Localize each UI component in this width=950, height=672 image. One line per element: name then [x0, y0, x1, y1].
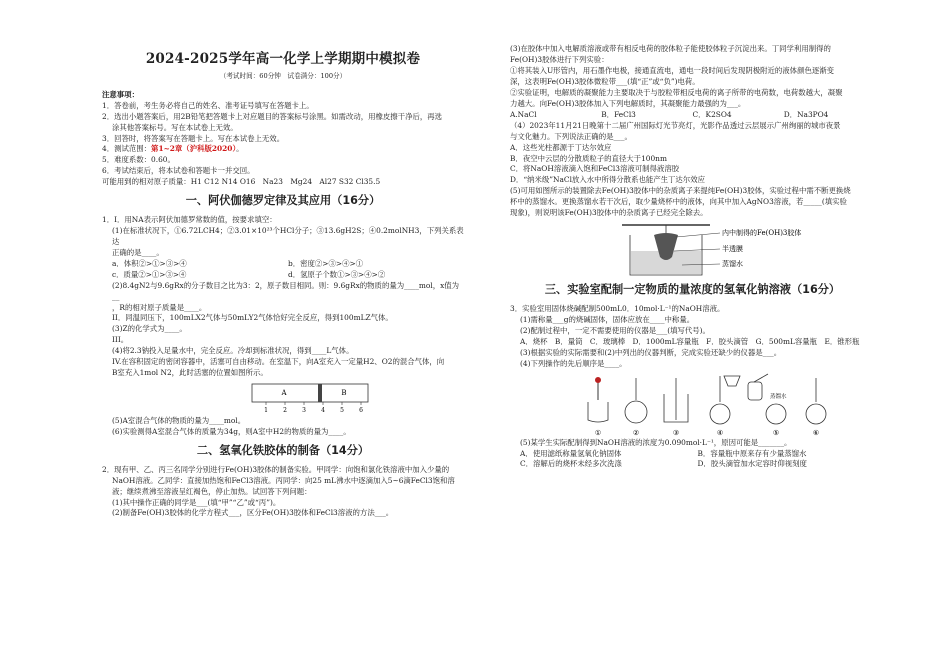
q3-option-b: B．FeCl3 — [601, 109, 636, 119]
q1-option-a: a．体积②>①>③>④ — [112, 258, 187, 268]
q1-line: (1)在标准状况下，①6.72LCH4；②3.01×10²³个HCl分子；③13.6gH2S；④0.2molNH3，下列关系表达 — [112, 225, 464, 246]
q2-cont-line: (5)可用如图所示的装置除去Fe(OH)3胶体中的杂质离子来提纯Fe(OH)3胶体，实验过程中需不断更换烧 — [510, 186, 851, 196]
flask-step-4 — [710, 404, 730, 424]
room-a-label: A — [281, 389, 287, 398]
q1-option-c: c．质量②>①>③>④ — [112, 269, 187, 279]
q1-line: B室充入1mol N2，此时活塞的位置如图所示。 — [112, 368, 268, 378]
tick-label: 5 — [340, 407, 344, 415]
q1-line: (3)Z的化学式为____。 — [112, 324, 187, 334]
q2-cont-line: ②实验证明，电解质的凝聚能力主要取决于与胶粒带相反电荷的离子所带的电荷数，电荷数越大，凝聚 — [510, 87, 843, 97]
section-3-heading: 三、实验室配制一定物质的量浓度的氢氧化钠溶液（16分） — [544, 283, 841, 297]
section-1-heading: 一、阿伏伽德罗定律及其应用（16分） — [185, 194, 381, 208]
section-2-heading: 二、氢氧化铁胶体的制备（14分） — [196, 444, 370, 458]
q2-cont-line: ①将其装入U形管内，用石墨作电极，接通直流电，通电一段时间后发现阴极附近的液体颜色逐渐变 — [510, 65, 835, 75]
q1-line: 1．I．用NA表示阿伏加德罗常数的值，按要求填空： — [102, 214, 277, 224]
q1-line: ，R的相对原子质量是____。 — [112, 302, 207, 312]
step-label: ④ — [716, 428, 724, 437]
piston — [318, 384, 322, 402]
flask-step-6 — [806, 404, 826, 424]
q2-cont-line: (3)在胶体中加入电解质溶液或带有相反电荷的胶体粒子能使胶体粒子沉淀出来。丁同学利用制得的 — [510, 44, 831, 53]
q1-options-row — [102, 259, 464, 270]
q2-cont-line: 力越大。向Fe(OH)3胶体加入下列电解质时，其凝聚能力最强的为___。 — [510, 98, 746, 108]
wash-bottle — [748, 382, 762, 400]
tick-group — [264, 402, 363, 414]
flask-step-1 — [588, 402, 608, 422]
membrane-label: 半透膜 — [722, 245, 743, 254]
wash-label: 蒸馏水 — [770, 393, 787, 400]
q1-line: (4)将2.3钠投入足量水中，完全反应。冷却到标准状况，得到____L气体。 — [112, 346, 354, 356]
leader-line — [674, 249, 720, 251]
q3-options-row — [510, 449, 875, 460]
q3-option-d: D．胶头滴管加水定容时仰视刻度 — [697, 459, 807, 469]
beaker-pour — [724, 376, 740, 386]
q3-line: (5)某学生实际配制得到NaOH溶液的浓度为0.090mol·L⁻¹，原因可能是_______。 — [520, 437, 792, 447]
note-line: 2．选出小题答案后，用2B铅笔把答题卡上对应题目的答案标号涂黑。如需改动，用橡皮擦干净后，再选 — [102, 111, 443, 121]
atomic-masses: 可能用到的相对原子质量：H1 C12 N14 O16 Na23 Mg24 Al27 S32 Cl35.5 — [102, 177, 381, 187]
room-b-label: B — [341, 389, 347, 398]
dialysis-diagram — [610, 221, 830, 277]
step-label: ① — [594, 428, 602, 437]
q3-option-c: C．溶解后的烧杯未经多次洗涤 — [520, 459, 622, 469]
procedure-diagram — [584, 372, 834, 438]
note-line: 3．回答时，将答案写在答题卡上。写在本试卷上无效。 — [102, 133, 285, 143]
note-range-value: 第1~2章（沪科版2020） — [151, 144, 237, 154]
page-title: 2024-2025学年高一化学上学期期中模拟卷 — [145, 51, 421, 67]
q2-line: (1)其中操作正确的同学是___(填“甲”“乙”或“丙”)。 — [112, 497, 281, 507]
q3-option-b: B．容量瓶中原来存有少量蒸馏水 — [697, 448, 807, 458]
q2-cont-line: Fe(OH)3胶体进行下列实验： — [510, 54, 609, 64]
note-range-prefix: 4．测试范围： — [102, 144, 152, 154]
q3-option-a: A.NaCl — [510, 109, 537, 119]
q3-line: (4)下列操作的先后顺序是____。 — [520, 358, 627, 368]
tick-label: 1 — [264, 407, 268, 415]
q1-options-row — [102, 270, 464, 281]
q3-line: (1)需称量___g的烧碱固体，固体应放在____中称量。 — [520, 314, 695, 324]
procedure-figure — [584, 372, 875, 438]
page-subtitle: （考试时间：60分钟 试卷满分：100分） — [219, 71, 347, 80]
leader-line — [676, 233, 720, 237]
q3-options-row — [510, 110, 875, 121]
step-label-group — [595, 429, 819, 437]
q2-cont-line: 现象)，则说明该Fe(OH)3胶体中的杂质离子已经完全除去。 — [510, 208, 708, 218]
q3-line: 3．实验室用固体烧碱配制500mL0．10mol·L⁻¹的NaOH溶液。 — [510, 303, 725, 313]
q1-line: (6)实验测得A室混合气体的质量为34g，则A室中H2的物质的量为____。 — [112, 427, 351, 437]
piston-diagram — [250, 382, 372, 414]
dropper-bulb — [595, 377, 601, 383]
right-column — [510, 44, 875, 470]
q3-line: (3)根据实验的实际需要和(2)中列出的仪器判断，完成实验还缺少的仪器是___。 — [520, 347, 782, 357]
q3-option-a: A．使用滤纸称量氢氧化钠固体 — [520, 448, 622, 458]
q2-cont-line: 深，这表明Fe(OH)3胶体微粒带___(填“正”或“负”)电荷。 — [510, 76, 700, 86]
q2-cont-line: D．“纳米级”NaCl放入水中所得分散系也能产生丁达尔效应 — [510, 175, 705, 185]
step-label: ② — [632, 428, 640, 437]
note-line: 5．难度系数：0.60。 — [102, 155, 175, 165]
note-line: 6．考试结束后，将本试卷和答题卡一并交回。 — [102, 166, 255, 176]
q3-instruments: A．烧杯 B．量筒 C．玻璃棒 D．1000mL容量瓶 F．胶头滴管 G．500mL容量瓶 E．锥形瓶 — [520, 336, 860, 346]
step-label: ⑥ — [812, 428, 820, 437]
q1-line: II．同温同压下，100mLX2气体与50mLY2气体恰好完全反应，得到100mLZ气体。 — [112, 313, 393, 323]
flask-step-5 — [766, 404, 786, 424]
wash-nozzle — [754, 374, 768, 382]
q1-line: IV.在容积固定的密闭容器中，活塞可自由移动。在室温下，向A室充入一定量H2、O2的混合气体，向 — [112, 357, 445, 367]
q1-line: III。 — [112, 335, 129, 345]
q1-line: 正确的是____。 — [112, 247, 164, 257]
notes-heading: 注意事项： — [102, 89, 139, 99]
q1-option-d: d．氢原子个数①>③>④>② — [288, 269, 386, 279]
dialysis-figure — [610, 221, 875, 277]
q2-line: 液；继续煮沸至溶液呈红褐色，停止加热。试回答下列问题： — [112, 486, 312, 496]
q3-option-c: C．K2SO4 — [692, 109, 732, 119]
q2-cont-line: C．将NaOH溶液滴入饱和FeCl3溶液可制得液溶胶 — [510, 164, 680, 174]
q2-cont-line: A．这些光柱都源于丁达尔效应 — [510, 142, 612, 152]
q1-option-b: b．密度②>③>④>① — [288, 258, 364, 268]
q2-line: 2．现有甲、乙、丙三名同学分别进行Fe(OH)3胶体的制备实验。甲同学：向饱和氯化铁溶液中加入少量的 — [102, 464, 450, 474]
piston-figure — [250, 382, 464, 414]
q3-option-d: D．Na3PO4 — [783, 109, 829, 119]
q1-line: (5)A室混合气体的物质的量为____mol。 — [112, 416, 246, 426]
q1-line: (2)8.4gN2与9.6gRx的分子数目之比为3：2，原子数目相同。则：9.6gRx的物质的量为____mol，x值为__ — [112, 280, 460, 301]
flask-step-2 — [625, 401, 647, 423]
note-line: 1．答卷前，考生务必将自己的姓名、准考证号填写在答题卡上。 — [102, 100, 314, 110]
q2-line: (2)制备Fe(OH)3胶体的化学方程式___，区分Fe(OH)3胶体和FeCl3溶液的方法___。 — [112, 508, 394, 518]
container-outline — [252, 384, 368, 402]
tick-label: 4 — [321, 407, 325, 415]
note-line: 涂其他答案标号。写在本试卷上无效。 — [112, 122, 238, 132]
q2-cont-line: （4）2023年11月21日晚第十二届广州国际灯光节亮灯，光影作品透过云层展示广州绚丽的城市夜景 — [510, 120, 841, 130]
tick-label: 3 — [302, 407, 306, 415]
q3-line: (2)配制过程中，一定不需要使用的仪器是___(填写代号)。 — [520, 325, 710, 335]
tick-label: 6 — [359, 407, 363, 415]
q2-cont-line: 杯中的蒸馏水。更换蒸馏水若干次后，取少量烧杯中的液体，向其中加入AgNO3溶液，若_____(填实验 — [510, 197, 847, 207]
colloid-label: 内中制得的Fe(OH)3胶体 — [722, 229, 802, 238]
left-column — [102, 44, 464, 519]
q2-line: NaOH溶液。乙同学：直接加热饱和FeCl3溶液。丙同学：向25 mL沸水中逐滴加入5~6滴FeCl3饱和溶 — [112, 475, 455, 485]
note-range-suffix: 。 — [236, 144, 244, 154]
water-label: 蒸馏水 — [722, 260, 743, 269]
step-label: ③ — [672, 428, 680, 437]
tick-label: 2 — [283, 407, 287, 415]
q2-cont-line: B．夜空中云层的分散质粒子的直径大于100nm — [510, 153, 667, 163]
note-line-range — [102, 144, 464, 155]
q2-cont-line: 与文化魅力。下列说法正确的是___。 — [510, 131, 632, 141]
q3-options-row — [510, 459, 875, 470]
step-label: ⑤ — [772, 428, 780, 437]
